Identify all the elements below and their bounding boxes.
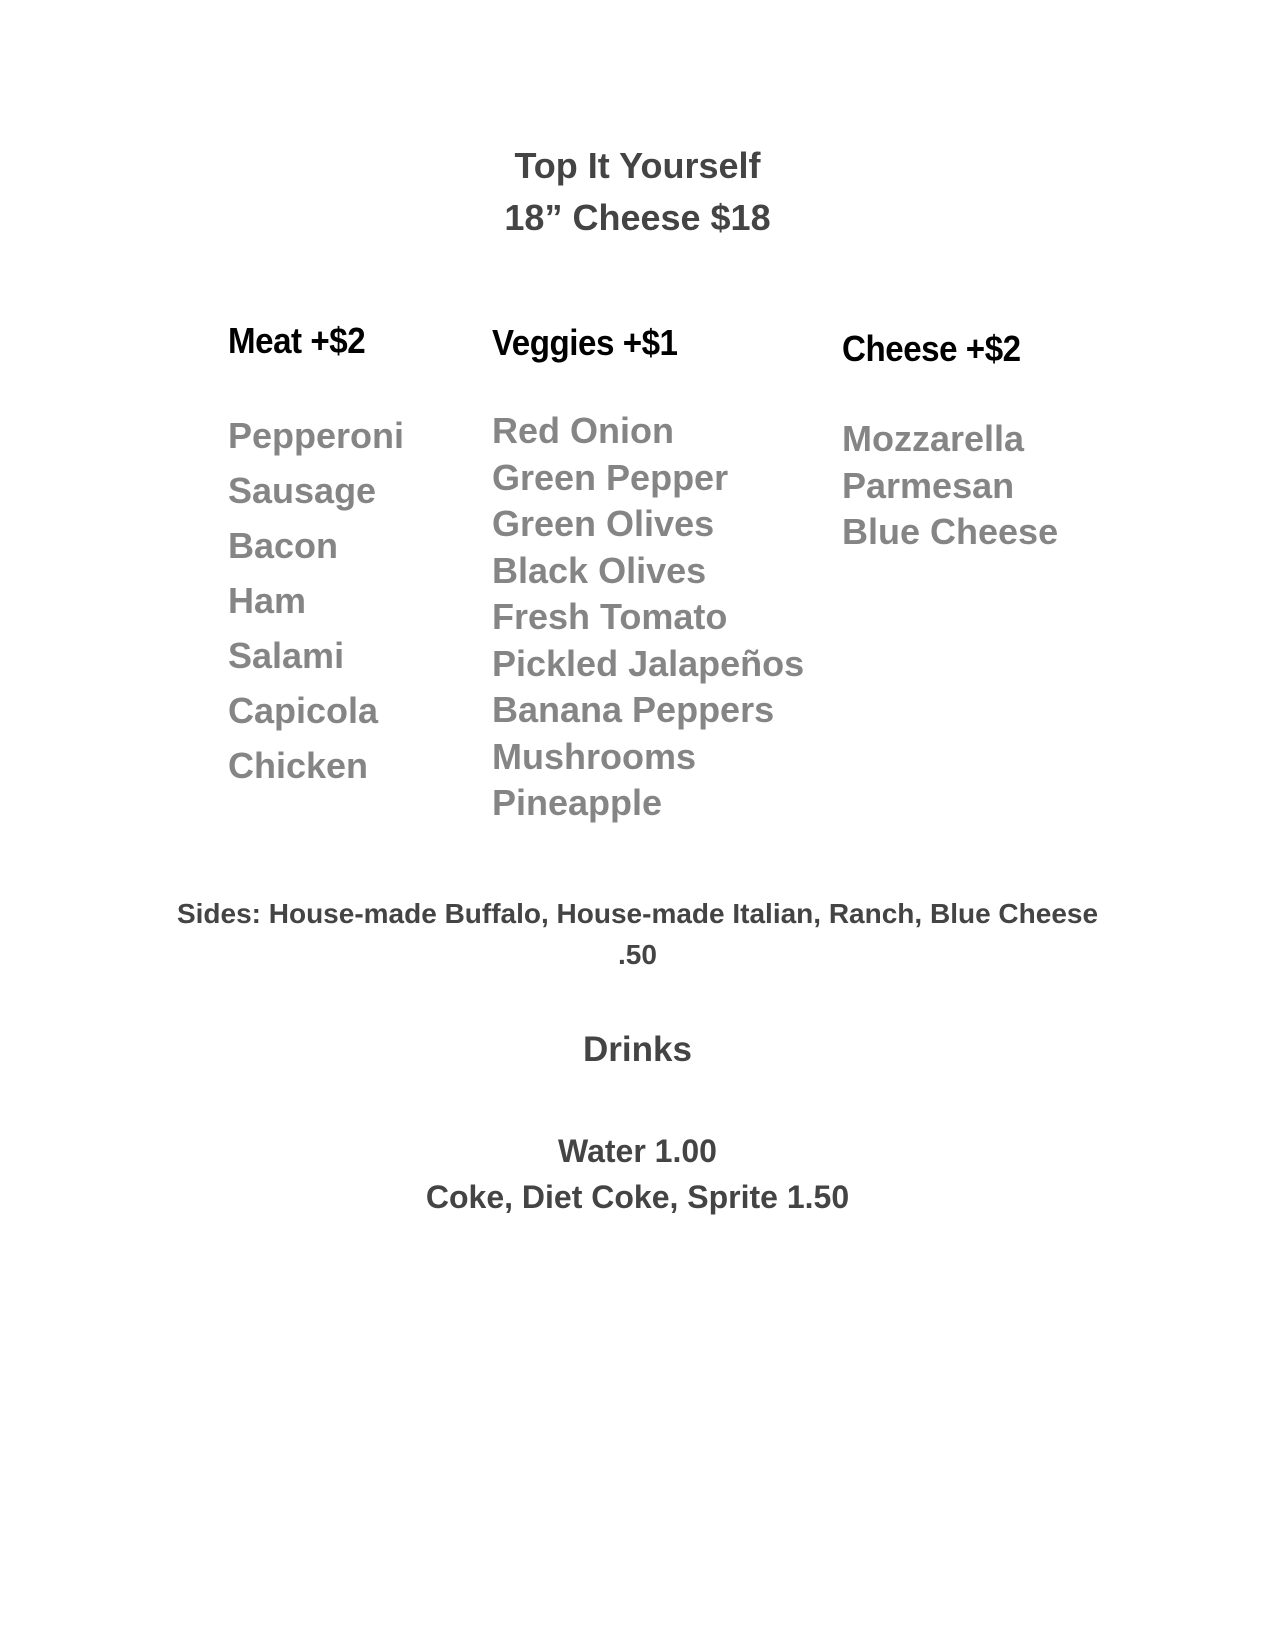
meat-list <box>228 408 404 793</box>
meat-item: Chicken <box>228 745 369 786</box>
veggie-item: Mushrooms <box>492 735 697 777</box>
cheese-item: Blue Cheese <box>842 511 1059 552</box>
meat-heading: Meat +$2 <box>228 320 366 361</box>
veggie-item: Banana Peppers <box>492 689 775 730</box>
sides-price: .50 <box>618 939 657 970</box>
veggie-item: Pickled Jalapeños <box>492 642 805 684</box>
meat-item: Pepperoni <box>228 415 405 456</box>
veggie-item: Pineapple <box>492 782 663 823</box>
veggies-list <box>492 408 804 827</box>
meat-item: Capicola <box>228 690 379 731</box>
sides-text: Sides: House-made Buffalo, House-made Italian, Ranch, Blue Cheese <box>176 898 1099 929</box>
veggie-item: Fresh Tomato <box>492 596 728 637</box>
veggie-item: Black Olives <box>492 549 707 591</box>
veggie-item: Green Olives <box>492 503 715 544</box>
veggies-heading: Veggies +$1 <box>492 322 678 363</box>
cheese-item: Parmesan <box>842 464 1015 506</box>
sides-section <box>0 893 1275 975</box>
meat-item: Ham <box>228 580 307 621</box>
drinks-list <box>0 1128 1275 1220</box>
meat-item: Salami <box>228 635 345 676</box>
drink-item: Coke, Diet Coke, Sprite 1.50 <box>425 1179 850 1215</box>
cheese-heading: Cheese +$2 <box>842 328 1021 369</box>
menu-subtitle: 18” Cheese $18 <box>504 197 771 238</box>
cheese-list <box>842 416 1058 556</box>
menu-title: Top It Yourself <box>514 145 761 186</box>
drink-item: Water 1.00 <box>558 1133 717 1169</box>
meat-column <box>228 320 404 793</box>
veggies-column <box>492 322 804 827</box>
veggie-item: Green Pepper <box>492 456 729 498</box>
veggie-item: Red Onion <box>492 410 674 451</box>
meat-item: Sausage <box>228 470 377 511</box>
drinks-heading: Drinks <box>583 1030 692 1069</box>
cheese-column <box>842 328 1058 556</box>
cheese-item: Mozzarella <box>842 418 1025 459</box>
meat-item: Bacon <box>228 525 339 566</box>
menu-header <box>0 140 1275 244</box>
